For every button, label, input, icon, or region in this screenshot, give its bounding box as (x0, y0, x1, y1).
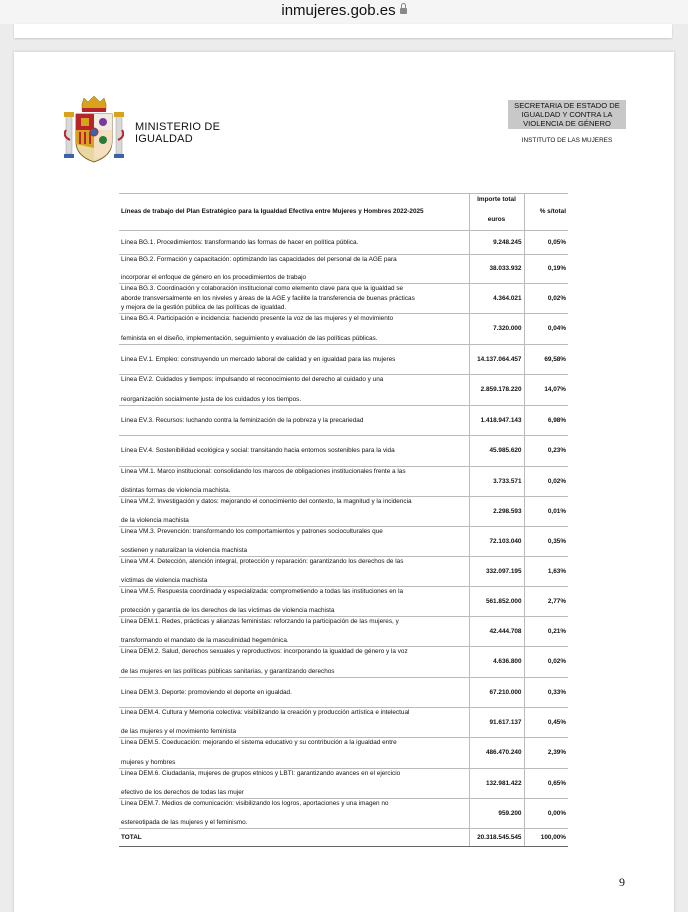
table-row (119, 617, 568, 647)
table-row (119, 708, 568, 738)
ministry-line-2: IGUALDAD (135, 133, 193, 145)
instituto-name: INSTITUTO DE LAS MUJERES (521, 137, 613, 144)
line-description (119, 678, 469, 708)
budget-table (119, 193, 568, 847)
percent-cell: 0,02% (524, 647, 568, 678)
line-description (119, 284, 469, 314)
percent-cell: 0,02% (524, 284, 568, 314)
description-line-2: de las mujeres en las políticas públicas sanitarias, y garantizando derechos (121, 668, 335, 675)
description-line-1: Línea DEM.7. Medios de comunicación: visibilizando los logros, aportaciones y una imagen no (121, 800, 389, 807)
line-description (119, 467, 469, 497)
document-page (14, 52, 674, 912)
total-amount: 20.318.545.545 (469, 829, 524, 847)
table-row (119, 587, 568, 617)
table-row (119, 497, 568, 527)
description-line-1: Línea VM.4. Detección, atención integral, protección y reparación: garantizando los derechos de las (121, 558, 404, 565)
total-row (119, 829, 568, 847)
table-row (119, 557, 568, 587)
line-description (119, 375, 469, 406)
amount-cell: 9.248.245 (469, 231, 524, 255)
url-text: inmujeres.gob.es (281, 2, 396, 19)
description-line-2: sostienen y naturalizan la violencia machista (121, 547, 248, 554)
amount-cell: 332.097.195 (469, 557, 524, 587)
percent-cell: 0,19% (524, 255, 568, 284)
lock-icon (400, 8, 407, 14)
description-line-2: feminista en el diseño, implementación, seguimiento y evaluación de las políticas públicas. (121, 335, 378, 342)
description-line-2: mujeres y hombres (121, 759, 176, 766)
line-description (119, 587, 469, 617)
description-line-2: víctimas de violencia machista (121, 577, 208, 584)
table-row (119, 467, 568, 497)
percent-cell: 6,98% (524, 406, 568, 436)
line-description (119, 406, 469, 436)
description-line-1: Línea BG.3. Coordinación y colaboración institucional como elemento clave para que la igualdad se (121, 285, 404, 292)
description-line-2: aborde transversalmente en los niveles y áreas de la AGE y facilite la transferencia de buenas prácticas (121, 294, 415, 302)
table-row (119, 769, 568, 799)
description-line-3: y mejora de la gestión pública de las políticas de igualdad. (121, 304, 287, 311)
description-line-1: Línea DEM.2. Salud, derechos sexuales y reproductivos: incorporando la igualdad de género y la voz (121, 648, 408, 655)
header-pct: % s/total (524, 194, 568, 231)
line-description (119, 647, 469, 678)
percent-cell: 69,58% (524, 345, 568, 375)
amount-cell: 2.298.593 (469, 497, 524, 527)
coat-of-arms-logo (64, 96, 124, 164)
line-description (119, 738, 469, 769)
description-line-1: Línea EV.1. Empleo: construyendo un mercado laboral de calidad y en igualdad para las mujeres (121, 355, 396, 363)
secretaria-line-2: IGUALDAD Y CONTRA LA (521, 110, 613, 119)
description-line-1: Línea VM.5. Respuesta coordinada y especializada: comprometiendo a todas las instituciones en la (121, 588, 404, 595)
line-description (119, 231, 469, 255)
percent-cell: 0,23% (524, 436, 568, 467)
description-line-1: Línea EV.2. Cuidados y tiempos: impulsando el reconocimiento del derecho al cuidado y una (121, 376, 384, 383)
page-number: 9 (619, 875, 625, 889)
table-row (119, 284, 568, 314)
description-line-2: de la violencia machista (121, 517, 189, 524)
ministry-line-1: MINISTERIO DE (135, 121, 221, 133)
description-line-1: Línea DEM.5. Coeducación: mejorando el sistema educativo y su contribución a la igualdad entre (121, 739, 397, 746)
description-line-1: Línea EV.4. Sostenibilidad ecológica y social: transitando hacia entornos sostenibles para la vida (121, 447, 395, 454)
percent-cell: 0,04% (524, 314, 568, 345)
amount-cell: 91.617.137 (469, 708, 524, 738)
amount-cell: 1.418.947.143 (469, 406, 524, 436)
percent-cell: 14,07% (524, 375, 568, 406)
description-line-1: Línea VM.3. Prevención: transformando los comportamientos y patrones socioculturales que (121, 528, 383, 535)
description-line-2: estereotipada de las mujeres y el feminismo. (121, 819, 248, 826)
table-row (119, 255, 568, 284)
percent-cell: 0,65% (524, 769, 568, 799)
description-line-1: Línea EV.3. Recursos: luchando contra la feminización de la pobreza y la precariedad (121, 416, 364, 424)
table-header-row (119, 194, 568, 231)
percent-cell: 0,00% (524, 799, 568, 829)
table-row (119, 527, 568, 557)
description-line-1: Línea DEM.6. Ciudadanía, mujeres de grupos etnicos y LBTI: garantizando avances en el ejercicio (121, 770, 401, 777)
line-description (119, 497, 469, 527)
previous-page-edge (14, 24, 672, 38)
description-line-2: protección y garantía de los derechos de las víctimas de violencia machista (121, 607, 335, 614)
total-percent: 100,00% (524, 829, 568, 847)
percent-cell: 0,01% (524, 497, 568, 527)
description-line-2: distintas formas de violencia machista. (121, 487, 231, 494)
description-line-1: Línea BG.1. Procedimientos: transformando las formas de hacer en política pública. (121, 238, 359, 246)
line-description (119, 436, 469, 467)
description-line-2: incorporar el enfoque de género en los procedimientos de trabajo (121, 274, 307, 281)
percent-cell: 0,21% (524, 617, 568, 647)
table-row (119, 406, 568, 436)
browser-address-bar[interactable] (0, 0, 688, 24)
line-description (119, 557, 469, 587)
amount-cell: 4.364.021 (469, 284, 524, 314)
description-line-1: Línea BG.2. Formación y capacitación: optimizando las capacidades del personal de la AGE para (121, 256, 397, 263)
description-line-2: transformando el mandato de la masculinidad hegemónica. (121, 637, 289, 644)
description-line-1: Línea VM.2. Investigación y datos: mejorando el conocimiento del contexto, la magnitud y la incidencia (121, 498, 412, 505)
amount-cell: 14.137.064.457 (469, 345, 524, 375)
line-description (119, 617, 469, 647)
amount-cell: 3.733.571 (469, 467, 524, 497)
description-line-1: Línea DEM.3. Deporte: promoviendo el deporte en igualdad. (121, 688, 292, 696)
line-description (119, 255, 469, 284)
amount-cell: 42.444.708 (469, 617, 524, 647)
secretaria-box (508, 100, 626, 129)
description-line-1: Línea BG.4. Participación e incidencia: haciendo presente la voz de las mujeres y el movimiento (121, 315, 394, 322)
line-description (119, 345, 469, 375)
table-row (119, 436, 568, 467)
secretaria-line-3: VIOLENCIA DE GÉNERO (523, 119, 611, 128)
amount-cell: 132.981.422 (469, 769, 524, 799)
description-line-2: reorganización socialmente justa de los cuidados y los tiempos. (121, 396, 302, 403)
amount-cell: 67.210.000 (469, 678, 524, 708)
line-description (119, 799, 469, 829)
ministry-name (135, 121, 220, 145)
header-importe-bottom: euros (487, 216, 506, 223)
table-row (119, 375, 568, 406)
header-importe-top: Importe total (477, 196, 516, 203)
description-line-1: Línea DEM.1. Redes, prácticas y alianzas feministas: reforzando la participación de las mujeres, y (121, 618, 399, 625)
percent-cell: 1,63% (524, 557, 568, 587)
table-row (119, 314, 568, 345)
line-description (119, 527, 469, 557)
amount-cell: 38.033.932 (469, 255, 524, 284)
header-importe (469, 194, 524, 231)
percent-cell: 0,33% (524, 678, 568, 708)
secretaria-line-1: SECRETARIA DE ESTADO DE (514, 101, 620, 110)
table-row (119, 799, 568, 829)
amount-cell: 4.636.800 (469, 647, 524, 678)
total-label: TOTAL (119, 829, 469, 847)
description-line-2: de las mujeres y el movimiento feminista (121, 728, 237, 735)
amount-cell: 959.200 (469, 799, 524, 829)
amount-cell: 2.859.178.220 (469, 375, 524, 406)
table-row (119, 231, 568, 255)
amount-cell: 72.103.040 (469, 527, 524, 557)
percent-cell: 2,39% (524, 738, 568, 769)
amount-cell: 7.320.000 (469, 314, 524, 345)
description-line-1: Línea VM.1. Marco institucional: consolidando los marcos de obligaciones institucionales frente a las (121, 468, 406, 475)
amount-cell: 45.985.620 (469, 436, 524, 467)
table-row (119, 678, 568, 708)
percent-cell: 0,05% (524, 231, 568, 255)
amount-cell: 486.470.240 (469, 738, 524, 769)
amount-cell: 561.852.000 (469, 587, 524, 617)
percent-cell: 0,02% (524, 467, 568, 497)
line-description (119, 708, 469, 738)
percent-cell: 2,77% (524, 587, 568, 617)
description-line-1: Línea DEM.4. Cultura y Memoria colectiva: visibilizando la creación y producción artística e intelectual (121, 709, 410, 716)
line-description (119, 769, 469, 799)
percent-cell: 0,35% (524, 527, 568, 557)
description-line-2: efectivo de los derechos de todas las mujer (121, 789, 244, 796)
line-description (119, 314, 469, 345)
percent-cell: 0,45% (524, 708, 568, 738)
header-lineas: Líneas de trabajo del Plan Estratégico para la Igualdad Efectiva entre Mujeres y Hombres 2022-2025 (119, 194, 469, 231)
table-row (119, 647, 568, 678)
table-row (119, 738, 568, 769)
table-row (119, 345, 568, 375)
